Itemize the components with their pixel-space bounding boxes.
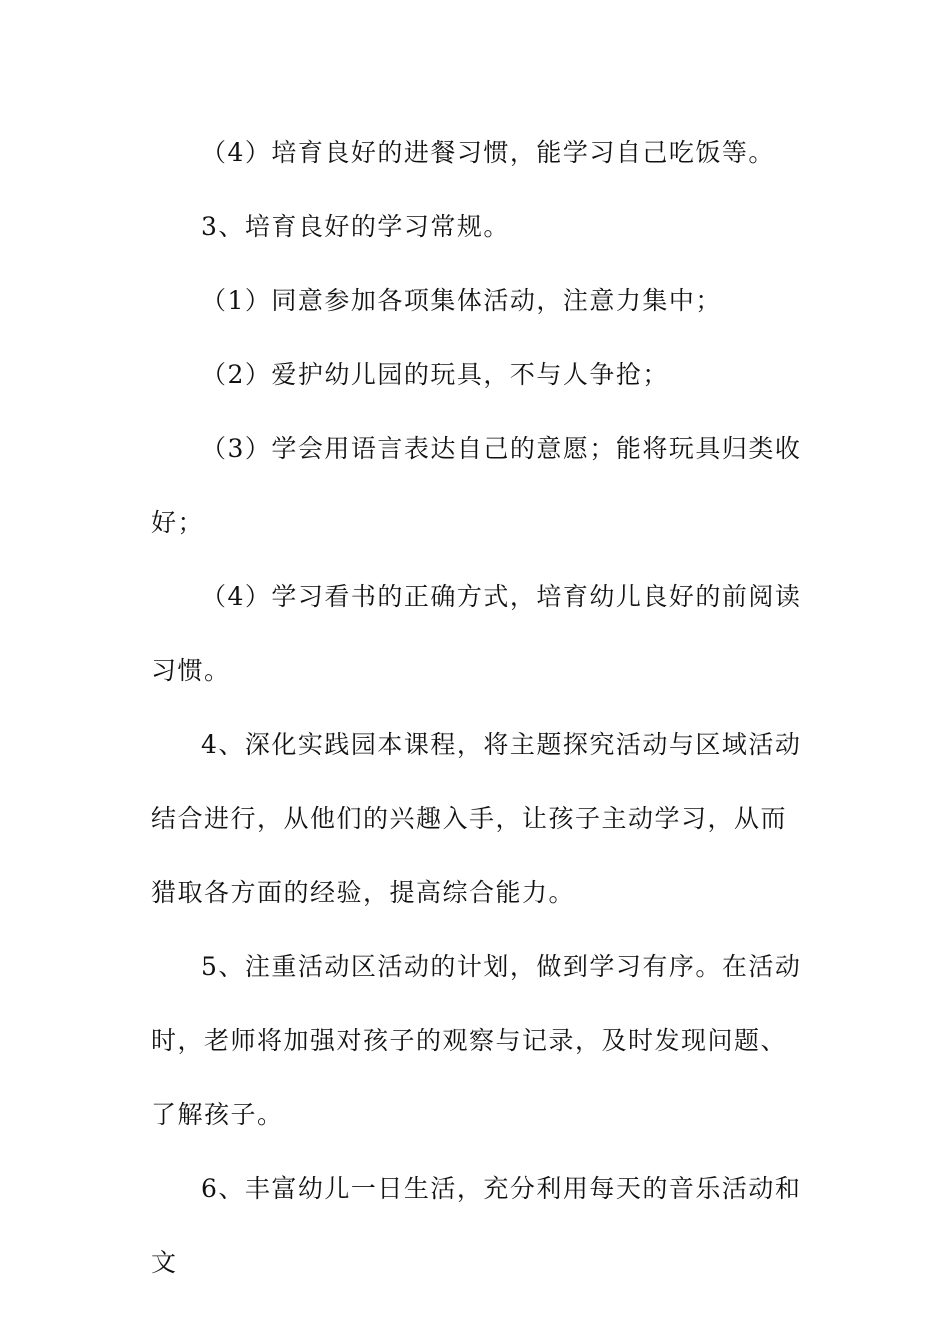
paragraph-care-toys: （2）爱护幼儿园的玩具，不与人争抢； xyxy=(201,360,669,389)
paragraph-learning-routine-heading: 3、培育良好的学习常规。 xyxy=(201,212,510,241)
paragraph-group-activities: （1）同意参加各项集体活动，注意力集中； xyxy=(201,286,722,315)
paragraph-eating-habit: （4）培育良好的进餐习惯，能学习自己吃饭等。 xyxy=(201,138,775,167)
paragraph-daily-life: 6、丰富幼儿一日生活，充分利用每天的音乐活动和文 xyxy=(151,1174,802,1277)
paragraph-curriculum: 4、深化实践园本课程，将主题探究活动与区域活动结合进行，从他们的兴趣入手，让孩子主动学习，从而猎取各方面的经验，提高综合能力。 xyxy=(151,730,802,907)
paragraph-reading-habit: （4）学习看书的正确方式，培育幼儿良好的前阅读习惯。 xyxy=(151,582,802,685)
document-body xyxy=(151,116,811,1300)
paragraph-express-wishes: （3）学会用语言表达自己的意愿；能将玩具归类收好； xyxy=(151,434,802,537)
paragraph-activity-plan: 5、注重活动区活动的计划，做到学习有序。在活动时，老师将加强对孩子的观察与记录，及时发现问题、了解孩子。 xyxy=(151,952,802,1129)
